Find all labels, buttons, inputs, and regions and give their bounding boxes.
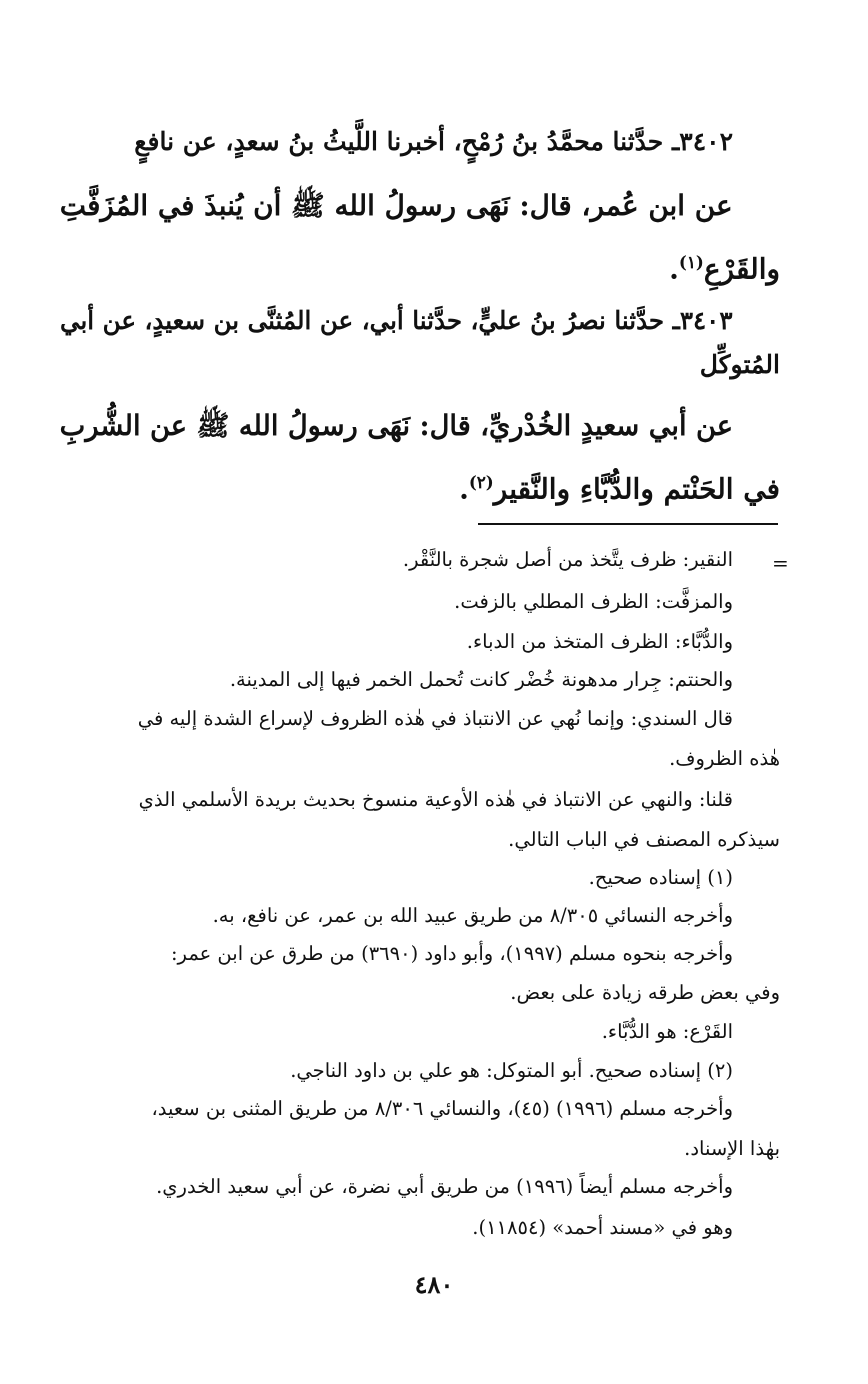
hadith-3403-line-2: المُتوكِّل [699, 350, 780, 379]
footnote-line: قال السندي: وإنما نُهي عن الانتباذ في هٰذه الظروف لإسراع الشدة إليه في [137, 707, 733, 730]
footnote-line: والدُّبَّاء: الظرف المتخذ من الدباء. [466, 630, 733, 653]
footnote-line: القَرْع: هو الدُّبَّاء. [601, 1020, 733, 1043]
footnote-line: وأخرجه مسلم أيضاً (١٩٩٦) من طريق أبي نضرة، عن أبي سعيد الخدري. [156, 1175, 733, 1198]
footnote-line: سيذكره المصنف في الباب التالي. [508, 828, 780, 851]
hadith-3402-line-2: عن ابن عُمر، قال: نَهَى رسولُ الله ﷺ أن يُنبذَ في المُزَفَّتِ [60, 189, 733, 222]
hadith-3403-text-end: في الحَنْتم والدُّبَّاءِ والنَّقير [493, 472, 780, 506]
footnote-line: هٰذه الظروف. [669, 747, 780, 770]
hadith-3402-text-end: والقَرْعِ [703, 252, 780, 286]
footnote-line: وفي بعض طرقه زيادة على بعض. [510, 981, 780, 1004]
footnote-continuation-mark: = [772, 551, 789, 575]
footnote-line: قلنا: والنهي عن الانتباذ في هٰذه الأوعية منسوخ بحديث بريدة الأسلمي الذي [138, 788, 733, 811]
footnote-line: بهٰذا الإسناد. [684, 1137, 780, 1160]
footnote-line: وهو في «مسند أحمد» (١١٨٥٤). [472, 1216, 733, 1239]
footnote-line: والمزفَّت: الظرف المطلي بالزفت. [454, 590, 733, 613]
footnote-ref-2: (٢) [468, 472, 494, 492]
footnote-line: وأخرجه النسائي ٨/٣٠٥ من طريق عبيد الله بن عمر، عن نافع، به. [212, 904, 733, 927]
footnote-line: النقير: ظرف يتَّخذ من أصل شجرة بالنَّقْر. [402, 548, 733, 571]
footnote-line: والحنتم: جِرار مدهونة خُضْر كانت تُحمل الخمر فيها إلى المدينة. [229, 668, 733, 691]
hadith-3402-line-1: ٣٤٠٢ـ حدَّثنا محمَّدُ بنُ رُمْحٍ، أخبرنا اللَّيثُ بنُ سعدٍ، عن نافعٍ [134, 127, 733, 156]
hadith-3402-period: . [669, 252, 679, 286]
page-number: ٤٨٠ [414, 1270, 454, 1299]
hadith-3402-line-3 [669, 240, 780, 291]
footnote-separator [478, 523, 778, 525]
footnote-line: وأخرجه بنحوه مسلم (١٩٩٧)، وأبو داود (٣٦٩٠) من طرق عن ابن عمر: [170, 942, 733, 965]
footnote-line: (١) إسناده صحيح. [588, 866, 733, 889]
hadith-3403-line-4 [459, 460, 780, 511]
footnote-line: وأخرجه مسلم (١٩٩٦) (٤٥)، والنسائي ٨/٣٠٦ من طريق المثنى بن سعيد، [151, 1097, 733, 1120]
hadith-3403-period: . [459, 472, 469, 506]
footnote-ref-1: (١) [678, 252, 704, 272]
hadith-3403-line-1: ٣٤٠٣ـ حدَّثنا نصرُ بنُ عليٍّ، حدَّثنا أبي، عن المُثنَّى بن سعيدٍ، عن أبي [60, 306, 733, 335]
hadith-3403-line-3: عن أبي سعيدٍ الخُدْريِّ، قال: نَهَى رسولُ الله ﷺ عن الشُّربِ [59, 409, 733, 442]
footnote-line: (٢) إسناده صحيح. أبو المتوكل: هو علي بن داود الناجي. [290, 1059, 733, 1082]
